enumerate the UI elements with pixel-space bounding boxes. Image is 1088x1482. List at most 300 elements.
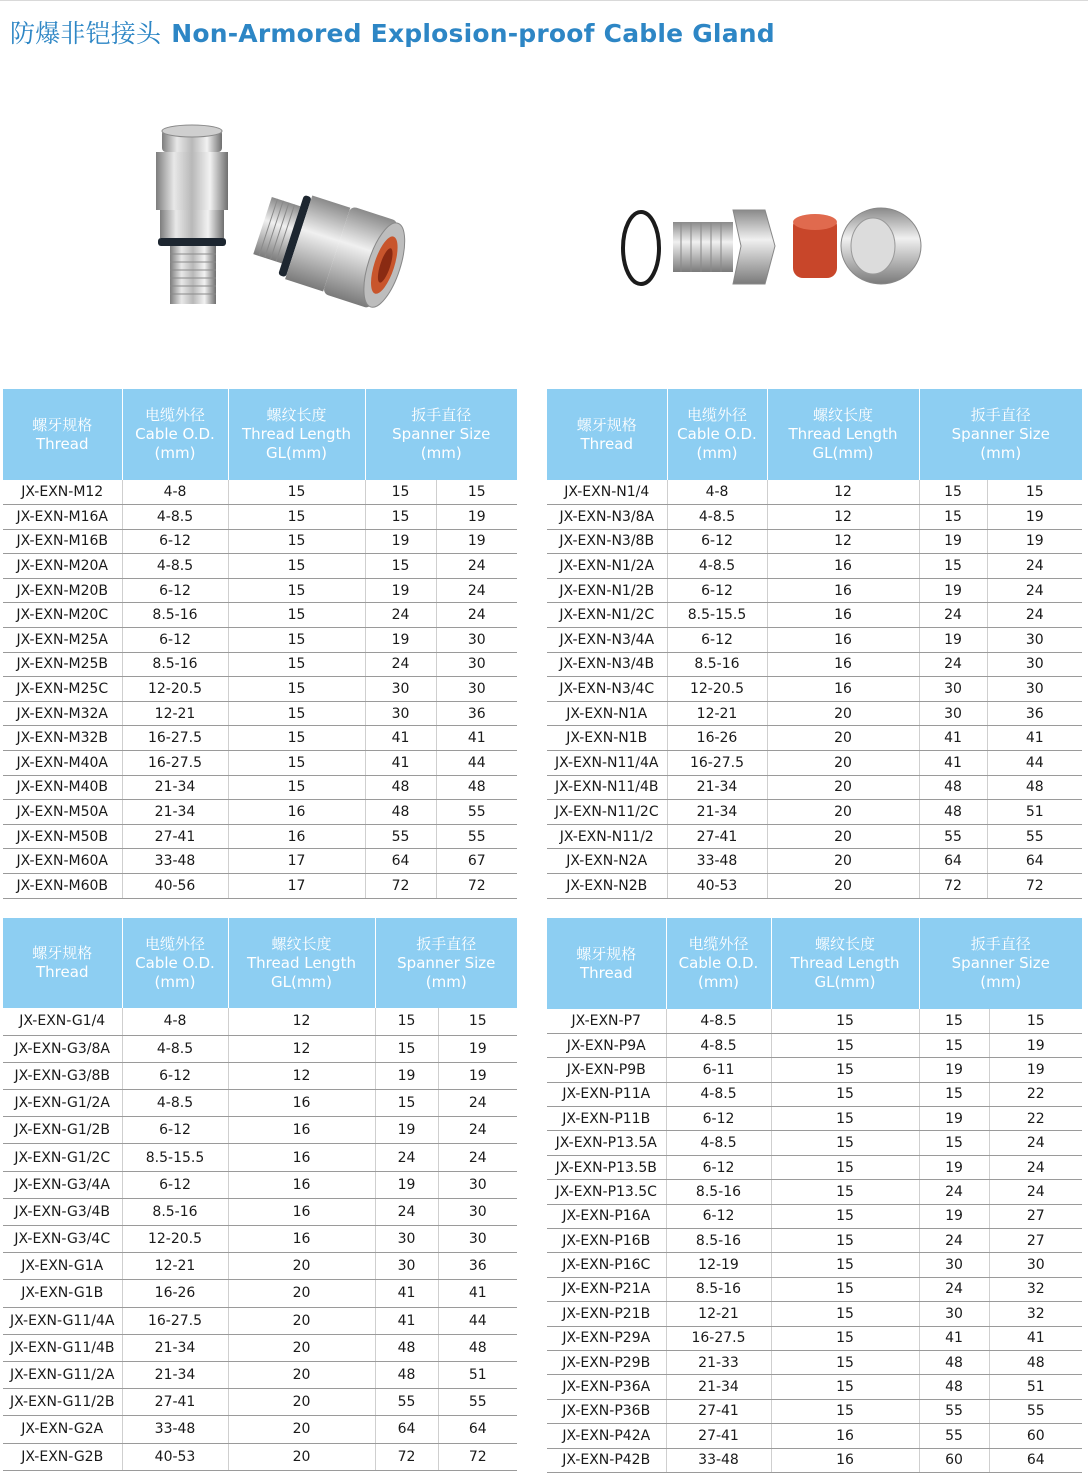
- cell-thread: JX-EXN-G3/4B: [3, 1198, 122, 1225]
- cell-spanner-min: 41: [375, 1307, 438, 1334]
- cell-thread: JX-EXN-N3/4A: [547, 628, 667, 653]
- cell-thread: JX-EXN-G11/2A: [3, 1361, 122, 1388]
- cell-spanner-min: 24: [375, 1144, 438, 1171]
- table-row: [547, 751, 1082, 776]
- cell-thread-length: 16: [771, 1448, 919, 1472]
- header-thread: 螺牙规格 Thread: [547, 918, 666, 1009]
- cell-thread: JX-EXN-N2A: [547, 849, 667, 874]
- cell-thread-length: 15: [771, 1082, 919, 1106]
- cell-spanner-min: 48: [919, 1350, 989, 1374]
- cell-spanner-max: 36: [436, 701, 517, 726]
- cell-thread-length: 15: [771, 1155, 919, 1179]
- cell-cable-od: 33-48: [122, 849, 228, 874]
- cell-thread: JX-EXN-P16C: [547, 1253, 666, 1277]
- header-thread: 螺牙规格 Thread: [3, 389, 122, 480]
- cell-spanner-min: 19: [919, 1204, 989, 1228]
- table-row: [547, 701, 1082, 726]
- cell-spanner-min: 41: [919, 1326, 989, 1350]
- cell-cable-od: 6-12: [122, 628, 228, 653]
- cell-thread: JX-EXN-M25C: [3, 677, 122, 702]
- cell-spanner-min: 15: [365, 480, 436, 505]
- cell-thread-length: 15: [771, 1302, 919, 1326]
- cell-spanner-min: 41: [365, 726, 436, 751]
- cell-cable-od: 40-53: [667, 874, 767, 899]
- cell-thread: JX-EXN-N1/2A: [547, 554, 667, 579]
- cell-spanner-max: 19: [438, 1035, 517, 1062]
- cell-spanner-max: 48: [989, 1350, 1082, 1374]
- table-row: [3, 849, 517, 874]
- cell-spanner-min: 19: [365, 628, 436, 653]
- cell-thread-length: 16: [228, 1226, 375, 1253]
- cell-cable-od: 16-26: [122, 1280, 228, 1307]
- cell-spanner-max: 19: [987, 529, 1082, 554]
- table-row: [3, 1062, 517, 1089]
- cell-thread-length: 16: [228, 1171, 375, 1198]
- cell-cable-od: 21-34: [666, 1375, 771, 1399]
- cell-cable-od: 4-8.5: [667, 554, 767, 579]
- cell-cable-od: 12-21: [666, 1302, 771, 1326]
- cell-thread-length: 12: [767, 480, 919, 505]
- cell-cable-od: 8.5-16: [122, 603, 228, 628]
- page-title-en: Non-Armored Explosion-proof Cable Gland: [171, 19, 775, 48]
- cell-thread: JX-EXN-M60B: [3, 874, 122, 899]
- table-row: [3, 505, 517, 530]
- table-row: [547, 824, 1082, 849]
- cell-thread: JX-EXN-P42A: [547, 1424, 666, 1448]
- cell-thread-length: 15: [771, 1399, 919, 1423]
- cell-spanner-max: 24: [987, 603, 1082, 628]
- cell-thread-length: 15: [228, 677, 365, 702]
- header-thread-length: 螺纹长度 Thread Length GL(mm): [228, 389, 365, 480]
- cell-cable-od: 4-8.5: [122, 554, 228, 579]
- cell-thread-length: 20: [767, 751, 919, 776]
- cell-thread: JX-EXN-N1/2B: [547, 578, 667, 603]
- cell-cable-od: 16-26: [667, 726, 767, 751]
- cell-spanner-min: 19: [365, 529, 436, 554]
- cell-thread-length: 15: [771, 1204, 919, 1228]
- table-row: [547, 1107, 1082, 1131]
- table-row: [547, 529, 1082, 554]
- cell-spanner-min: 15: [375, 1035, 438, 1062]
- table-row: [3, 1117, 517, 1144]
- cell-thread-length: 15: [771, 1131, 919, 1155]
- cell-thread-length: 15: [771, 1277, 919, 1301]
- table-row: [3, 1389, 517, 1416]
- table-row: [3, 554, 517, 579]
- cell-thread: JX-EXN-M40A: [3, 751, 122, 776]
- table-row: [547, 1375, 1082, 1399]
- cell-spanner-min: 19: [919, 1155, 989, 1179]
- cell-spanner-max: 15: [987, 480, 1082, 505]
- cell-thread: JX-EXN-G1/2C: [3, 1144, 122, 1171]
- header-cable-od: 电缆外径 Cable O.D. (mm): [667, 389, 767, 480]
- cell-thread-length: 12: [228, 1035, 375, 1062]
- table-row: [547, 726, 1082, 751]
- cell-thread: JX-EXN-G1A: [3, 1253, 122, 1280]
- cell-spanner-min: 19: [365, 578, 436, 603]
- cell-cable-od: 21-34: [122, 800, 228, 825]
- cell-spanner-min: 55: [919, 1399, 989, 1423]
- header-thread: 螺牙规格 Thread: [3, 918, 122, 1008]
- cell-cable-od: 21-34: [667, 775, 767, 800]
- cell-thread: JX-EXN-N1/4: [547, 480, 667, 505]
- cell-cable-od: 4-8.5: [666, 1033, 771, 1057]
- cell-spanner-max: 51: [989, 1375, 1082, 1399]
- cell-thread: JX-EXN-P36A: [547, 1375, 666, 1399]
- cell-cable-od: 12-20.5: [667, 677, 767, 702]
- cell-thread: JX-EXN-G11/4B: [3, 1334, 122, 1361]
- cell-spanner-min: 24: [365, 603, 436, 628]
- cell-spanner-min: 19: [375, 1117, 438, 1144]
- table-row: [547, 1082, 1082, 1106]
- cell-spanner-max: 22: [989, 1082, 1082, 1106]
- cell-thread: JX-EXN-P9B: [547, 1058, 666, 1082]
- table-row: [3, 751, 517, 776]
- table-header-row: [547, 389, 1082, 480]
- table-row: [3, 1008, 517, 1035]
- cell-spanner-min: 24: [919, 1277, 989, 1301]
- cell-spanner-min: 72: [375, 1443, 438, 1470]
- cell-spanner-min: 15: [919, 1131, 989, 1155]
- header-cable-od: 电缆外径 Cable O.D. (mm): [122, 918, 228, 1008]
- cell-cable-od: 16-27.5: [122, 1307, 228, 1334]
- page-title-cn: 防爆非铠接头: [10, 19, 162, 48]
- table-row: [3, 1253, 517, 1280]
- header-thread-length: 螺纹长度 Thread Length GL(mm): [767, 389, 919, 480]
- cell-spanner-max: 24: [438, 1144, 517, 1171]
- cell-thread-length: 16: [228, 1144, 375, 1171]
- cell-thread-length: 15: [228, 751, 365, 776]
- cell-cable-od: 27-41: [667, 824, 767, 849]
- cell-thread: JX-EXN-M20B: [3, 578, 122, 603]
- cell-spanner-min: 60: [919, 1448, 989, 1472]
- cell-thread-length: 16: [771, 1424, 919, 1448]
- cell-spanner-max: 30: [989, 1253, 1082, 1277]
- cell-spanner-min: 41: [375, 1280, 438, 1307]
- cell-cable-od: 27-41: [122, 824, 228, 849]
- cell-thread: JX-EXN-G2A: [3, 1416, 122, 1443]
- table-row: [547, 1448, 1082, 1472]
- table-row: [547, 1229, 1082, 1253]
- cell-thread-length: 15: [228, 578, 365, 603]
- cell-spanner-max: 30: [438, 1171, 517, 1198]
- cell-spanner-max: 24: [438, 1090, 517, 1117]
- cell-spanner-max: 36: [438, 1253, 517, 1280]
- cell-cable-od: 12-20.5: [122, 1226, 228, 1253]
- cell-spanner-min: 48: [365, 775, 436, 800]
- cell-cable-od: 21-33: [666, 1350, 771, 1374]
- cell-spanner-max: 19: [438, 1062, 517, 1089]
- cell-spanner-min: 30: [375, 1226, 438, 1253]
- cell-spanner-max: 48: [438, 1334, 517, 1361]
- cell-cable-od: 8.5-15.5: [122, 1144, 228, 1171]
- cell-thread: JX-EXN-G3/4A: [3, 1171, 122, 1198]
- cell-spanner-min: 30: [365, 701, 436, 726]
- cell-thread-length: 15: [228, 726, 365, 751]
- cell-thread-length: 15: [771, 1180, 919, 1204]
- cell-cable-od: 4-8: [667, 480, 767, 505]
- cell-thread: JX-EXN-P13.5B: [547, 1155, 666, 1179]
- cell-thread-length: 20: [228, 1389, 375, 1416]
- cell-spanner-min: 15: [365, 554, 436, 579]
- cell-thread-length: 20: [767, 775, 919, 800]
- cell-thread: JX-EXN-G11/2B: [3, 1389, 122, 1416]
- table-row: [3, 1035, 517, 1062]
- cell-spanner-max: 24: [436, 554, 517, 579]
- cell-thread-length: 16: [767, 554, 919, 579]
- cell-thread-length: 12: [228, 1062, 375, 1089]
- cell-thread: JX-EXN-M20A: [3, 554, 122, 579]
- cell-spanner-max: 32: [989, 1277, 1082, 1301]
- cell-spanner-min: 41: [365, 751, 436, 776]
- cell-thread-length: 15: [228, 652, 365, 677]
- spec-table-n-thread: [547, 389, 1082, 899]
- table-row: [547, 1058, 1082, 1082]
- cell-thread: JX-EXN-M50B: [3, 824, 122, 849]
- cell-thread: JX-EXN-G11/4A: [3, 1307, 122, 1334]
- table-row: [547, 1277, 1082, 1301]
- table-row: [547, 554, 1082, 579]
- cell-thread-length: 20: [228, 1334, 375, 1361]
- cell-thread-length: 15: [771, 1350, 919, 1374]
- cell-spanner-max: 55: [989, 1399, 1082, 1423]
- cell-thread-length: 15: [228, 628, 365, 653]
- header-thread-length: 螺纹长度 Thread Length GL(mm): [228, 918, 375, 1008]
- cell-thread: JX-EXN-M20C: [3, 603, 122, 628]
- cell-spanner-max: 30: [436, 628, 517, 653]
- cell-thread: JX-EXN-G2B: [3, 1443, 122, 1470]
- table-row: [3, 603, 517, 628]
- cell-cable-od: 12-21: [122, 1253, 228, 1280]
- cell-spanner-max: 36: [987, 701, 1082, 726]
- cell-thread: JX-EXN-N1A: [547, 701, 667, 726]
- cell-spanner-max: 30: [438, 1226, 517, 1253]
- cell-cable-od: 12-21: [122, 701, 228, 726]
- cell-spanner-max: 64: [438, 1416, 517, 1443]
- cell-cable-od: 6-12: [666, 1155, 771, 1179]
- cell-thread: JX-EXN-M12: [3, 480, 122, 505]
- cell-thread: JX-EXN-P36B: [547, 1399, 666, 1423]
- cell-cable-od: 6-12: [122, 1062, 228, 1089]
- cell-thread: JX-EXN-M16B: [3, 529, 122, 554]
- cell-spanner-max: 64: [989, 1448, 1082, 1472]
- cell-cable-od: 4-8.5: [122, 1035, 228, 1062]
- cell-thread: JX-EXN-P13.5A: [547, 1131, 666, 1155]
- header-spanner-size: 扳手直径 Spanner Size (mm): [375, 918, 517, 1008]
- cell-spanner-min: 48: [375, 1361, 438, 1388]
- cell-spanner-min: 24: [919, 652, 987, 677]
- cell-spanner-max: 19: [989, 1033, 1082, 1057]
- cell-thread-length: 16: [228, 1117, 375, 1144]
- cell-cable-od: 8.5-16: [667, 652, 767, 677]
- table-header-row: [547, 918, 1082, 1009]
- header-cable-od: 电缆外径 Cable O.D. (mm): [666, 918, 771, 1009]
- cell-cable-od: 6-12: [666, 1107, 771, 1131]
- cell-spanner-max: 41: [987, 726, 1082, 751]
- cell-thread-length: 16: [228, 824, 365, 849]
- table-row: [547, 1204, 1082, 1228]
- page-title: [10, 14, 775, 50]
- cell-spanner-min: 24: [365, 652, 436, 677]
- cell-cable-od: 16-27.5: [122, 726, 228, 751]
- cell-spanner-min: 55: [375, 1389, 438, 1416]
- cell-thread-length: 15: [228, 775, 365, 800]
- cell-thread-length: 15: [771, 1009, 919, 1033]
- cell-spanner-max: 30: [438, 1198, 517, 1225]
- cell-cable-od: 21-34: [122, 1334, 228, 1361]
- table-row: [547, 775, 1082, 800]
- cell-spanner-min: 30: [919, 1302, 989, 1326]
- cell-thread-length: 20: [228, 1443, 375, 1470]
- cell-thread: JX-EXN-P29B: [547, 1350, 666, 1374]
- cell-spanner-min: 64: [375, 1416, 438, 1443]
- cell-cable-od: 8.5-15.5: [667, 603, 767, 628]
- cell-cable-od: 12-20.5: [122, 677, 228, 702]
- table-row: [547, 603, 1082, 628]
- table-row: [3, 529, 517, 554]
- table-row: [547, 677, 1082, 702]
- cell-spanner-max: 15: [436, 480, 517, 505]
- cell-spanner-max: 30: [987, 628, 1082, 653]
- cell-spanner-max: 72: [987, 874, 1082, 899]
- table-row: [3, 775, 517, 800]
- cell-thread-length: 17: [228, 849, 365, 874]
- cell-thread: JX-EXN-N11/4B: [547, 775, 667, 800]
- cell-thread: JX-EXN-M40B: [3, 775, 122, 800]
- cell-spanner-min: 30: [365, 677, 436, 702]
- cell-spanner-max: 41: [436, 726, 517, 751]
- cell-spanner-min: 15: [919, 1009, 989, 1033]
- header-spanner-size: 扳手直径 Spanner Size (mm): [919, 918, 1082, 1009]
- header-thread: 螺牙规格 Thread: [547, 389, 667, 480]
- cell-spanner-max: 30: [987, 652, 1082, 677]
- cell-spanner-min: 30: [919, 701, 987, 726]
- cell-spanner-min: 15: [919, 554, 987, 579]
- table-row: [547, 1155, 1082, 1179]
- cell-spanner-min: 48: [375, 1334, 438, 1361]
- cell-spanner-max: 55: [436, 824, 517, 849]
- cell-thread-length: 15: [771, 1107, 919, 1131]
- cell-cable-od: 4-8.5: [666, 1131, 771, 1155]
- cell-cable-od: 27-41: [666, 1424, 771, 1448]
- cell-spanner-max: 72: [438, 1443, 517, 1470]
- cell-thread-length: 15: [771, 1375, 919, 1399]
- cell-thread: JX-EXN-G1/2A: [3, 1090, 122, 1117]
- cell-spanner-min: 41: [919, 726, 987, 751]
- cell-spanner-max: 24: [989, 1180, 1082, 1204]
- cell-thread: JX-EXN-M32B: [3, 726, 122, 751]
- cell-spanner-max: 19: [989, 1058, 1082, 1082]
- cell-spanner-min: 15: [375, 1090, 438, 1117]
- cell-spanner-max: 41: [989, 1326, 1082, 1350]
- cell-thread-length: 15: [771, 1033, 919, 1057]
- cell-spanner-max: 19: [436, 529, 517, 554]
- cell-cable-od: 4-8.5: [666, 1009, 771, 1033]
- cell-thread: JX-EXN-G1/4: [3, 1008, 122, 1035]
- table-row: [3, 1416, 517, 1443]
- cell-cable-od: 4-8.5: [666, 1082, 771, 1106]
- cell-cable-od: 27-41: [122, 1389, 228, 1416]
- cell-spanner-min: 72: [919, 874, 987, 899]
- cell-spanner-min: 19: [919, 628, 987, 653]
- cell-spanner-min: 55: [919, 1424, 989, 1448]
- cell-spanner-max: 44: [438, 1307, 517, 1334]
- cell-cable-od: 6-12: [667, 578, 767, 603]
- cell-cable-od: 40-56: [122, 874, 228, 899]
- table-row: [3, 1280, 517, 1307]
- cell-thread-length: 20: [228, 1361, 375, 1388]
- cell-thread-length: 15: [228, 529, 365, 554]
- cell-spanner-min: 19: [919, 1058, 989, 1082]
- cell-spanner-max: 24: [989, 1155, 1082, 1179]
- table-row: [547, 480, 1082, 505]
- spec-table-m-thread: [3, 389, 517, 899]
- cell-thread-length: 15: [228, 701, 365, 726]
- cell-spanner-min: 24: [919, 1229, 989, 1253]
- cell-thread: JX-EXN-P16B: [547, 1229, 666, 1253]
- table-row: [3, 1307, 517, 1334]
- cell-spanner-max: 72: [436, 874, 517, 899]
- cell-thread-length: 15: [228, 603, 365, 628]
- cell-spanner-max: 24: [987, 554, 1082, 579]
- table-row: [547, 1326, 1082, 1350]
- cell-cable-od: 40-53: [122, 1443, 228, 1470]
- header-cable-od: 电缆外径 Cable O.D. (mm): [122, 389, 228, 480]
- table-row: [547, 652, 1082, 677]
- table-row: [547, 578, 1082, 603]
- cell-thread-length: 20: [767, 849, 919, 874]
- cell-thread-length: 15: [228, 505, 365, 530]
- table-header-row: [3, 389, 517, 480]
- cell-thread-length: 15: [228, 554, 365, 579]
- cell-thread-length: 20: [767, 800, 919, 825]
- table-row: [547, 1180, 1082, 1204]
- table-row: [3, 1334, 517, 1361]
- header-spanner-size: 扳手直径 Spanner Size (mm): [919, 389, 1082, 480]
- cell-spanner-min: 41: [919, 751, 987, 776]
- cell-cable-od: 8.5-16: [122, 1198, 228, 1225]
- cell-thread: JX-EXN-N11/2: [547, 824, 667, 849]
- cell-spanner-max: 55: [436, 800, 517, 825]
- table-row: [547, 1302, 1082, 1326]
- cell-spanner-max: 30: [987, 677, 1082, 702]
- cell-spanner-min: 15: [919, 505, 987, 530]
- cell-spanner-max: 19: [987, 505, 1082, 530]
- cell-thread-length: 15: [771, 1326, 919, 1350]
- table-row: [3, 1226, 517, 1253]
- cell-cable-od: 4-8: [122, 1008, 228, 1035]
- cell-cable-od: 8.5-16: [666, 1180, 771, 1204]
- cell-cable-od: 6-11: [666, 1058, 771, 1082]
- assembled-cable-gland-photo: [148, 118, 448, 318]
- cell-spanner-min: 48: [919, 800, 987, 825]
- cell-spanner-min: 30: [919, 1253, 989, 1277]
- cell-thread-length: 15: [771, 1229, 919, 1253]
- cell-spanner-max: 55: [438, 1389, 517, 1416]
- cell-cable-od: 16-27.5: [667, 751, 767, 776]
- table-row: [3, 1171, 517, 1198]
- cell-spanner-max: 27: [989, 1229, 1082, 1253]
- cell-spanner-max: 19: [436, 505, 517, 530]
- cell-thread-length: 20: [228, 1253, 375, 1280]
- cell-spanner-max: 30: [436, 652, 517, 677]
- cell-thread: JX-EXN-P7: [547, 1009, 666, 1033]
- cell-thread: JX-EXN-P11A: [547, 1082, 666, 1106]
- cell-thread: JX-EXN-P29A: [547, 1326, 666, 1350]
- table-row: [3, 824, 517, 849]
- table-row: [3, 800, 517, 825]
- cell-thread-length: 16: [767, 628, 919, 653]
